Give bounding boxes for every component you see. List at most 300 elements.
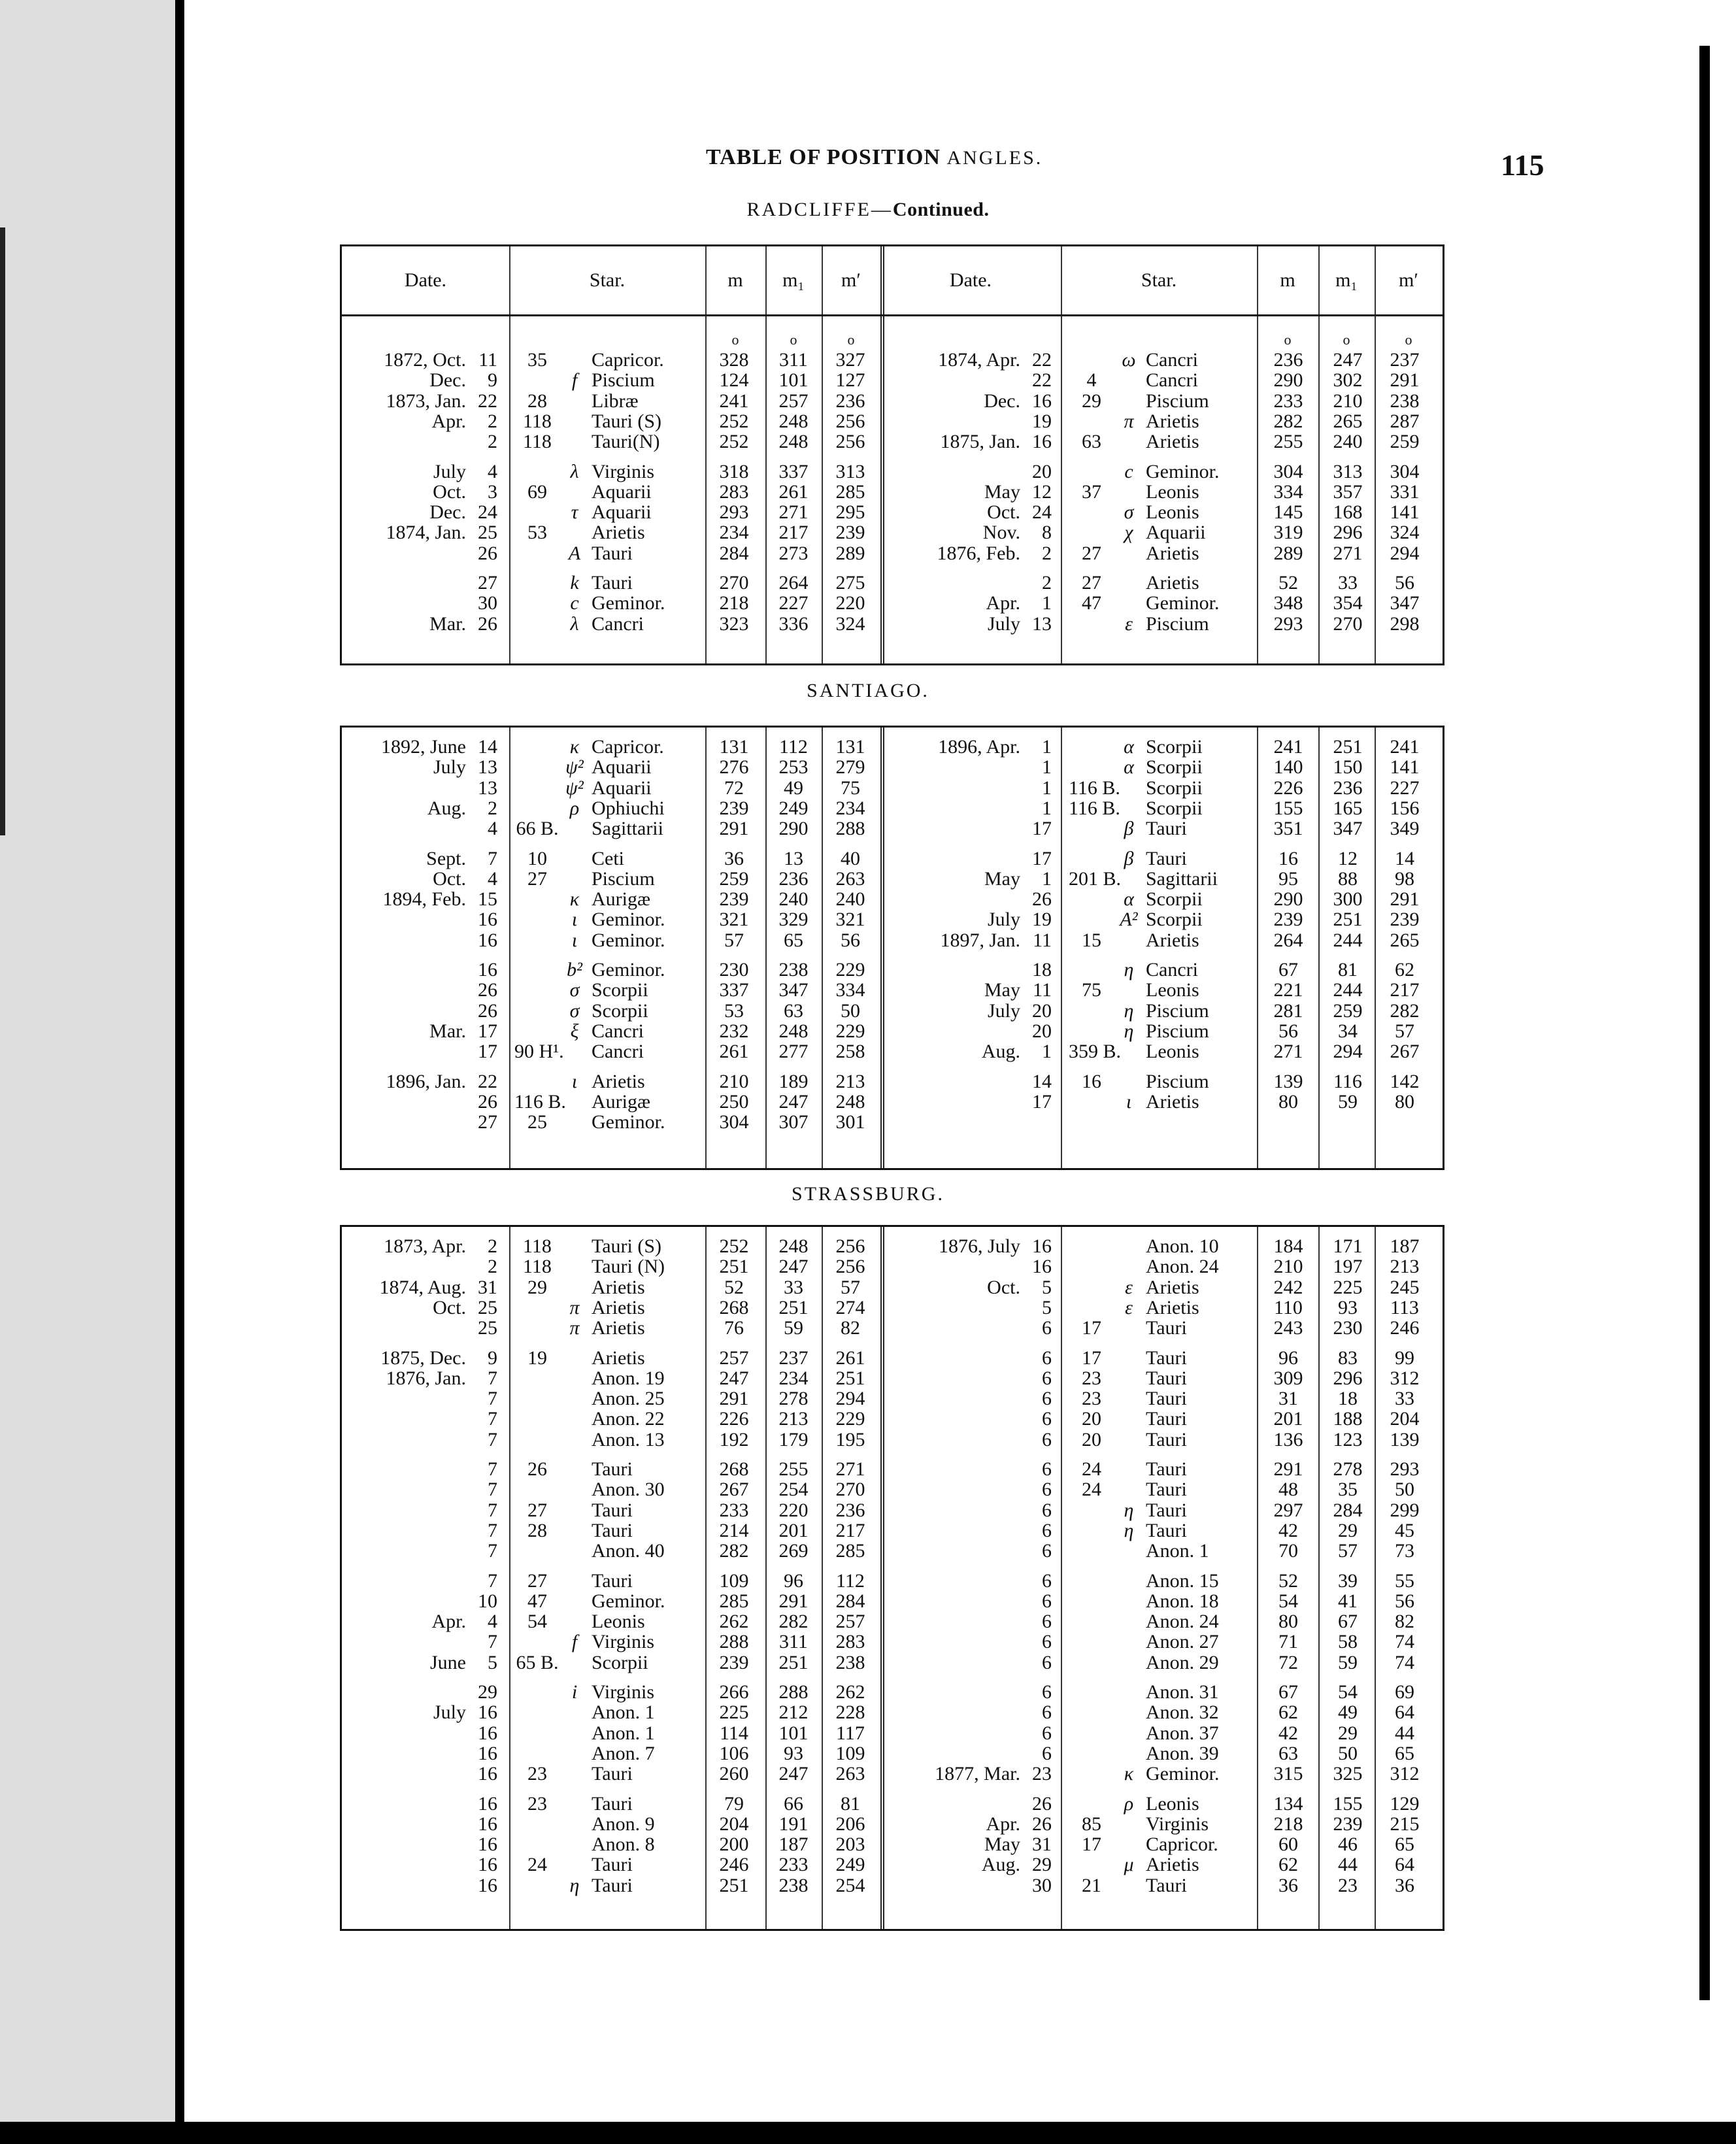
m-cell: 239 (719, 888, 749, 911)
table-row (342, 960, 1443, 980)
constellation-cell: Piscium (592, 867, 655, 890)
number-cell: 118 (523, 410, 552, 432)
constellation-cell: Anon. 24 (1146, 1256, 1219, 1278)
constellation-cell: Capricor. (592, 349, 664, 371)
greek-cell: ω (1122, 349, 1136, 371)
date-cell (909, 1388, 1020, 1409)
table-row (342, 1459, 1443, 1479)
m-cell: 71 (1278, 1631, 1298, 1653)
date-cell: 1873, Apr. (384, 1235, 466, 1257)
greek-cell: c (1124, 460, 1133, 482)
greek-cell: π (569, 1296, 580, 1318)
mp-cell: 246 (1390, 1317, 1420, 1339)
m1-cell: 29 (1338, 1519, 1358, 1541)
m1-cell: 59 (1338, 1651, 1358, 1673)
number-cell: 201 B. (1069, 867, 1122, 890)
day-cell: 1 (1042, 867, 1052, 890)
mp-cell: 117 (836, 1722, 865, 1744)
greek-cell: i (571, 1681, 578, 1703)
day-cell: 25 (478, 522, 497, 544)
greek-cell: ε (1125, 1296, 1133, 1318)
number-cell: 23 (1082, 1388, 1101, 1410)
number-cell (1069, 1236, 1114, 1256)
constellation-cell: Tauri (S) (592, 410, 662, 432)
date-cell (355, 1112, 466, 1132)
m-cell: 230 (719, 959, 749, 980)
greek-cell: ε (1125, 1276, 1133, 1298)
number-cell (1069, 1794, 1114, 1814)
m1-cell: 251 (1333, 909, 1363, 931)
column-header-mp: m′ (1399, 269, 1418, 291)
m-cell: 284 (719, 542, 749, 564)
mp-cell: 139 (1390, 1428, 1420, 1450)
day-cell: 26 (478, 1090, 497, 1113)
mp-cell: 285 (835, 1540, 865, 1562)
mp-cell: 50 (841, 999, 860, 1022)
mp-cell: 270 (835, 1479, 865, 1501)
number-cell: 29 (1082, 390, 1101, 412)
mp-cell: 99 (1395, 1347, 1414, 1369)
date-cell: 1874, Jan. (386, 522, 466, 544)
table-row (342, 1092, 1443, 1112)
m-cell: 282 (1273, 410, 1303, 432)
number-cell: 118 (523, 431, 552, 453)
greek-cell: α (1124, 888, 1134, 911)
day-cell: 7 (488, 1499, 497, 1521)
m1-cell: 49 (784, 777, 803, 799)
greek-cell (1115, 1611, 1143, 1632)
date-cell (909, 960, 1020, 980)
m1-cell: 311 (779, 349, 808, 371)
m1-cell: 248 (778, 410, 809, 432)
date-cell: 1894, Feb. (382, 888, 466, 911)
mp-cell: 245 (1390, 1276, 1420, 1298)
table-row (342, 502, 1443, 522)
date-cell: 1876, Feb. (937, 542, 1020, 564)
greek-cell (1115, 1318, 1143, 1338)
mp-cell: 291 (1390, 888, 1420, 911)
constellation-cell: Arietis (1146, 929, 1199, 951)
mp-cell: 65 (1395, 1742, 1414, 1764)
day-cell: 6 (1042, 1631, 1052, 1653)
m-cell: 70 (1278, 1540, 1298, 1562)
number-cell: 47 (527, 1590, 547, 1612)
number-cell: 53 (527, 522, 547, 544)
greek-cell (1115, 1723, 1143, 1743)
constellation-cell: Scorpii (1146, 756, 1203, 779)
m1-cell: 291 (778, 1590, 809, 1612)
constellation-cell: Geminor. (592, 592, 665, 614)
day-cell: 14 (478, 736, 497, 758)
number-cell: 24 (1082, 1458, 1101, 1480)
mp-cell: 263 (835, 867, 865, 890)
column-header-m1: m₁ (1335, 269, 1358, 291)
m1-cell: 265 (1333, 410, 1363, 432)
m1-cell: 253 (778, 756, 809, 779)
m1-cell: 217 (778, 522, 809, 544)
table-row (342, 778, 1443, 798)
mp-cell: 187 (1390, 1235, 1420, 1257)
m1-cell: 33 (784, 1276, 803, 1298)
m1-cell: 236 (1333, 777, 1363, 799)
number-cell: 23 (1082, 1367, 1101, 1389)
table-row (342, 391, 1443, 411)
table-row (342, 1723, 1443, 1743)
number-cell (1069, 889, 1114, 909)
m-cell: 239 (719, 797, 749, 819)
table-row (342, 889, 1443, 909)
greek-cell (1115, 1702, 1143, 1722)
m-cell: 264 (1273, 929, 1303, 951)
number-cell (1069, 1702, 1114, 1722)
m-cell: 48 (1278, 1479, 1298, 1501)
table-row (342, 1071, 1443, 1092)
greek-cell: f (571, 369, 578, 392)
date-cell: May (984, 979, 1020, 1001)
date-cell (909, 1682, 1020, 1702)
number-cell (1069, 502, 1114, 522)
constellation-cell: Anon. 30 (592, 1479, 665, 1501)
number-cell (1069, 737, 1114, 757)
mp-cell: 204 (1390, 1408, 1420, 1430)
day-cell: 6 (1042, 1569, 1052, 1592)
m1-cell: 189 (778, 1070, 809, 1092)
constellation-cell: Aurigæ (592, 888, 650, 911)
greek-cell (1115, 1814, 1143, 1834)
m-cell: 140 (1273, 756, 1303, 779)
day-cell: 2 (488, 1256, 497, 1278)
m-cell: 239 (719, 1651, 749, 1673)
table-row (342, 1571, 1443, 1591)
day-cell: 7 (488, 1428, 497, 1450)
constellation-cell: Tauri (1146, 818, 1187, 840)
date-cell (909, 573, 1020, 593)
mp-cell: 62 (1395, 959, 1414, 980)
date-cell (909, 818, 1020, 839)
day-cell: 10 (478, 1590, 497, 1612)
mp-cell: 279 (835, 756, 865, 779)
m-cell: 62 (1278, 1854, 1298, 1876)
day-cell: 6 (1042, 1519, 1052, 1541)
number-cell: 24 (527, 1854, 547, 1876)
table-row (342, 848, 1443, 869)
table-row (342, 1591, 1443, 1611)
number-cell (1069, 1298, 1114, 1318)
number-cell (1069, 818, 1114, 839)
m1-cell: 65 (784, 929, 803, 951)
day-cell: 16 (478, 1763, 497, 1785)
m1-cell: 93 (1338, 1296, 1358, 1318)
mp-cell: 251 (835, 1367, 865, 1389)
greek-cell: π (1124, 410, 1134, 432)
m-cell: 110 (1274, 1296, 1303, 1318)
date-cell: July (987, 612, 1020, 635)
table-row (342, 461, 1443, 482)
m1-cell: 261 (778, 480, 809, 503)
number-cell (1069, 1500, 1114, 1520)
m-cell: 236 (1273, 349, 1303, 371)
m-cell: 124 (719, 369, 749, 392)
table-row (342, 757, 1443, 777)
day-cell: 26 (1032, 1813, 1052, 1835)
table-row (342, 1500, 1443, 1520)
day-cell: 7 (488, 1367, 497, 1389)
table-row (342, 1409, 1443, 1429)
constellation-cell: Arietis (592, 522, 645, 544)
day-cell: 15 (478, 888, 497, 911)
number-cell (1069, 350, 1114, 370)
date-cell: Mar. (429, 612, 466, 635)
mp-cell: 294 (1390, 542, 1420, 564)
mp-cell: 284 (835, 1590, 865, 1612)
greek-cell (1115, 482, 1143, 502)
constellation-cell: Anon. 37 (1146, 1722, 1219, 1744)
constellation-cell: Anon. 19 (592, 1367, 665, 1389)
date-cell: May (984, 480, 1020, 503)
day-cell: 6 (1042, 1651, 1052, 1673)
date-cell (909, 1071, 1020, 1092)
day-cell: 16 (478, 1874, 497, 1896)
mp-cell: 98 (1395, 867, 1414, 890)
mp-cell: 14 (1395, 847, 1414, 869)
table-row (342, 573, 1443, 593)
greek-cell (1115, 1041, 1143, 1062)
m-cell: 54 (1278, 1590, 1298, 1612)
table-row (342, 1001, 1443, 1021)
date-cell (909, 798, 1020, 818)
greek-cell (1115, 1256, 1143, 1277)
table-row (342, 1112, 1443, 1132)
mp-cell: 324 (1390, 522, 1420, 544)
date-cell: 1874, Aug. (379, 1276, 466, 1298)
column-header-date: Date. (404, 269, 447, 291)
day-cell: 25 (478, 1317, 497, 1339)
m-cell: 233 (719, 1499, 749, 1521)
day-cell: 4 (488, 1611, 497, 1633)
m1-cell: 81 (1338, 959, 1358, 980)
constellation-cell: Tauri (1146, 1408, 1187, 1430)
m1-cell: 240 (1333, 431, 1363, 453)
constellation-cell: Geminor. (592, 1590, 665, 1612)
m1-cell: 101 (778, 1722, 809, 1744)
m-cell: 319 (1273, 522, 1303, 544)
page-header-text: TABLE OF POSITION ANGLES. (706, 145, 1043, 169)
date-cell: 1876, Jan. (386, 1367, 466, 1389)
m1-cell: 271 (778, 501, 809, 524)
mp-cell: 312 (1390, 1763, 1420, 1785)
day-cell: 6 (1042, 1367, 1052, 1389)
column-header-mp: m′ (841, 269, 861, 291)
mp-cell: 238 (835, 1651, 865, 1673)
mp-cell: 293 (1390, 1458, 1420, 1480)
m-cell: 63 (1278, 1742, 1298, 1764)
number-cell: 118 (523, 1256, 552, 1278)
mp-cell: 258 (835, 1041, 865, 1063)
constellation-cell: Tauri (592, 1499, 633, 1521)
constellation-cell: Scorpii (1146, 797, 1203, 819)
m-cell: 16 (1278, 847, 1298, 869)
m1-cell: 248 (778, 1235, 809, 1257)
m1-cell: 249 (778, 797, 809, 819)
date-cell: 1897, Jan. (940, 929, 1020, 951)
date-cell: Oct. (433, 1296, 466, 1318)
greek-cell: κ (569, 736, 580, 758)
number-cell: 23 (527, 1763, 547, 1785)
m1-cell: 234 (778, 1367, 809, 1389)
date-cell: 1896, Jan. (386, 1070, 466, 1092)
m1-cell: 18 (1338, 1388, 1358, 1410)
greek-cell: A (568, 542, 581, 564)
m-cell: 145 (1273, 501, 1303, 524)
mp-cell: 74 (1395, 1651, 1414, 1673)
greek-cell (1115, 778, 1143, 798)
mp-cell: 141 (1390, 501, 1420, 524)
degree-symbol: o (847, 331, 855, 348)
date-cell (909, 1794, 1020, 1814)
day-cell: 16 (478, 1834, 497, 1856)
m1-cell: 282 (778, 1611, 809, 1633)
day-cell: 20 (1032, 460, 1052, 482)
mp-cell: 256 (835, 1256, 865, 1278)
m1-cell: 29 (1338, 1722, 1358, 1744)
mp-cell: 298 (1390, 612, 1420, 635)
date-cell (909, 1652, 1020, 1673)
mp-cell: 256 (835, 1235, 865, 1257)
number-cell: 65 B. (516, 1651, 559, 1673)
m-cell: 57 (724, 929, 744, 951)
m-cell: 241 (719, 390, 749, 412)
mp-cell: 234 (835, 797, 865, 819)
constellation-cell: Aquarii (592, 501, 652, 524)
date-cell: Oct. (987, 1276, 1020, 1298)
m1-cell: 212 (778, 1701, 809, 1724)
mp-cell: 142 (1390, 1070, 1420, 1092)
m1-cell: 278 (1333, 1458, 1363, 1480)
m1-cell: 201 (778, 1519, 809, 1541)
date-cell: Apr. (986, 1813, 1020, 1835)
day-cell: 9 (488, 369, 497, 392)
greek-cell (1115, 543, 1143, 563)
mp-cell: 213 (1390, 1256, 1420, 1278)
number-cell: 66 B. (516, 818, 559, 840)
m1-cell: 187 (778, 1834, 809, 1856)
degree-symbol: o (731, 331, 739, 348)
number-cell: 28 (527, 1519, 547, 1541)
m-cell: 76 (724, 1317, 744, 1339)
number-cell (1069, 848, 1114, 869)
constellation-cell: Anon. 40 (592, 1540, 665, 1562)
constellation-cell: Arietis (1146, 431, 1199, 453)
number-cell: 35 (527, 349, 547, 371)
m1-cell: 255 (778, 1458, 809, 1480)
constellation-cell: Tauri (592, 1874, 633, 1896)
day-cell: 16 (478, 929, 497, 951)
constellation-cell: Piscium (1146, 390, 1209, 412)
mp-cell: 324 (835, 612, 865, 635)
day-cell: 8 (1042, 522, 1052, 544)
constellation-cell: Leonis (592, 1611, 645, 1633)
mp-cell: 220 (835, 592, 865, 614)
number-cell (1069, 614, 1114, 634)
constellation-cell: Anon. 18 (1146, 1590, 1219, 1612)
mp-cell: 56 (841, 929, 860, 951)
greek-cell: ρ (569, 797, 580, 819)
number-cell: 27 (527, 867, 547, 890)
constellation-cell: Cancri (592, 1041, 644, 1063)
m-cell: 304 (1273, 460, 1303, 482)
constellation-cell: Scorpii (592, 979, 648, 1001)
greek-cell (1115, 980, 1143, 1000)
date-cell (909, 1256, 1020, 1277)
constellation-cell: Leonis (1146, 1041, 1199, 1063)
m1-cell: 271 (1333, 542, 1363, 564)
table-row (342, 370, 1443, 390)
day-cell: 4 (488, 818, 497, 840)
m1-cell: 240 (778, 888, 809, 911)
constellation-cell: Geminor. (1146, 592, 1220, 614)
m-cell: 95 (1278, 867, 1298, 890)
greek-cell (1115, 930, 1143, 950)
m-cell: 79 (724, 1792, 744, 1815)
m-cell: 251 (719, 1256, 749, 1278)
number-cell: 26 (527, 1458, 547, 1480)
day-cell: 4 (488, 460, 497, 482)
day-cell: 13 (478, 756, 497, 779)
mp-cell: 40 (841, 847, 860, 869)
mp-cell: 287 (1390, 410, 1420, 432)
day-cell: 7 (488, 1569, 497, 1592)
number-cell: 28 (527, 390, 547, 412)
m1-cell: 273 (778, 542, 809, 564)
m1-cell: 41 (1338, 1590, 1358, 1612)
m-cell: 281 (1273, 999, 1303, 1022)
m1-cell: 88 (1338, 867, 1358, 890)
m1-cell: 63 (784, 999, 803, 1022)
m-cell: 285 (719, 1590, 749, 1612)
day-cell: 22 (478, 390, 497, 412)
day-cell: 6 (1042, 1722, 1052, 1744)
day-cell: 1 (1042, 736, 1052, 758)
number-cell (1069, 1021, 1114, 1041)
number-cell: 27 (1082, 542, 1101, 564)
constellation-cell: Tauri (1146, 1458, 1187, 1480)
date-cell (909, 1092, 1020, 1112)
table-row (342, 798, 1443, 818)
mp-cell: 334 (835, 979, 865, 1001)
m1-cell: 34 (1338, 1020, 1358, 1042)
table-row (342, 1814, 1443, 1834)
mp-cell: 112 (836, 1569, 865, 1592)
number-cell (1069, 1541, 1114, 1561)
greek-cell (1115, 1459, 1143, 1479)
date-cell: Dec. (429, 501, 466, 524)
constellation-cell: Tauri (1146, 1479, 1187, 1501)
m1-cell: 66 (784, 1792, 803, 1815)
constellation-cell: Ophiuchi (592, 797, 665, 819)
mp-cell: 65 (1395, 1834, 1414, 1856)
m1-cell: 59 (1338, 1090, 1358, 1113)
m1-cell: 39 (1338, 1569, 1358, 1592)
m1-cell: 210 (1333, 390, 1363, 412)
number-cell (1069, 1092, 1114, 1112)
m-cell: 288 (719, 1631, 749, 1653)
m-cell: 56 (1278, 1020, 1298, 1042)
mp-cell: 349 (1390, 818, 1420, 840)
mp-cell: 304 (1390, 460, 1420, 482)
mp-cell: 291 (1390, 369, 1420, 392)
constellation-cell: Anon. 22 (592, 1408, 665, 1430)
day-cell: 6 (1042, 1701, 1052, 1724)
